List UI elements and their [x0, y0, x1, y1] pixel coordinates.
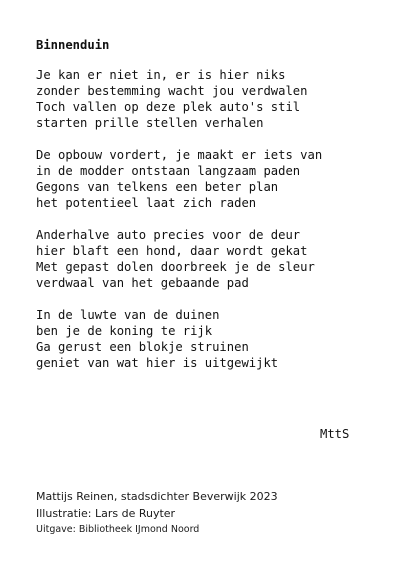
- poem-line: Ga gerust een blokje struinen: [36, 340, 249, 354]
- stanza-3: [36, 227, 376, 291]
- poem-signature: MttS: [320, 427, 350, 441]
- poem-line: Met gepast dolen doorbreek je de sleur: [36, 260, 315, 274]
- credits: [36, 488, 278, 537]
- poem-line: In de luwte van de duinen: [36, 308, 220, 322]
- poem-line: Gegons van telkens een beter plan: [36, 180, 279, 194]
- poem-title: Binnenduin: [36, 38, 110, 52]
- stanza-4: [36, 307, 376, 371]
- stanza-1: [36, 67, 376, 131]
- poem-line: De opbouw vordert, je maakt er iets van: [36, 148, 323, 162]
- poem-line: Anderhalve auto precies voor de deur: [36, 228, 301, 242]
- poem-line: Toch vallen op deze plek auto's stil: [36, 100, 301, 114]
- poem: [36, 37, 376, 387]
- credit-illustration: Illustratie: Lars de Ruyter: [36, 507, 176, 520]
- credit-publisher: Uitgave: Bibliotheek IJmond Noord: [36, 524, 200, 535]
- poem-line: zonder bestemming wacht jou verdwalen: [36, 84, 308, 98]
- credit-author: Mattijs Reinen, stadsdichter Beverwijk 2023: [36, 490, 278, 503]
- poem-line: in de modder ontstaan langzaam paden: [36, 164, 301, 178]
- poem-line: ben je de koning te rijk: [36, 324, 213, 338]
- poem-line: het potentieel laat zich raden: [36, 196, 257, 210]
- poem-line: hier blaft een hond, daar wordt gekat: [36, 244, 308, 258]
- poem-line: starten prille stellen verhalen: [36, 116, 264, 130]
- poem-line: Je kan er niet in, er is hier niks: [36, 68, 286, 82]
- stanza-2: [36, 147, 376, 211]
- poem-line: geniet van wat hier is uitgewijkt: [36, 356, 279, 370]
- poem-line: verdwaal van het gebaande pad: [36, 276, 249, 290]
